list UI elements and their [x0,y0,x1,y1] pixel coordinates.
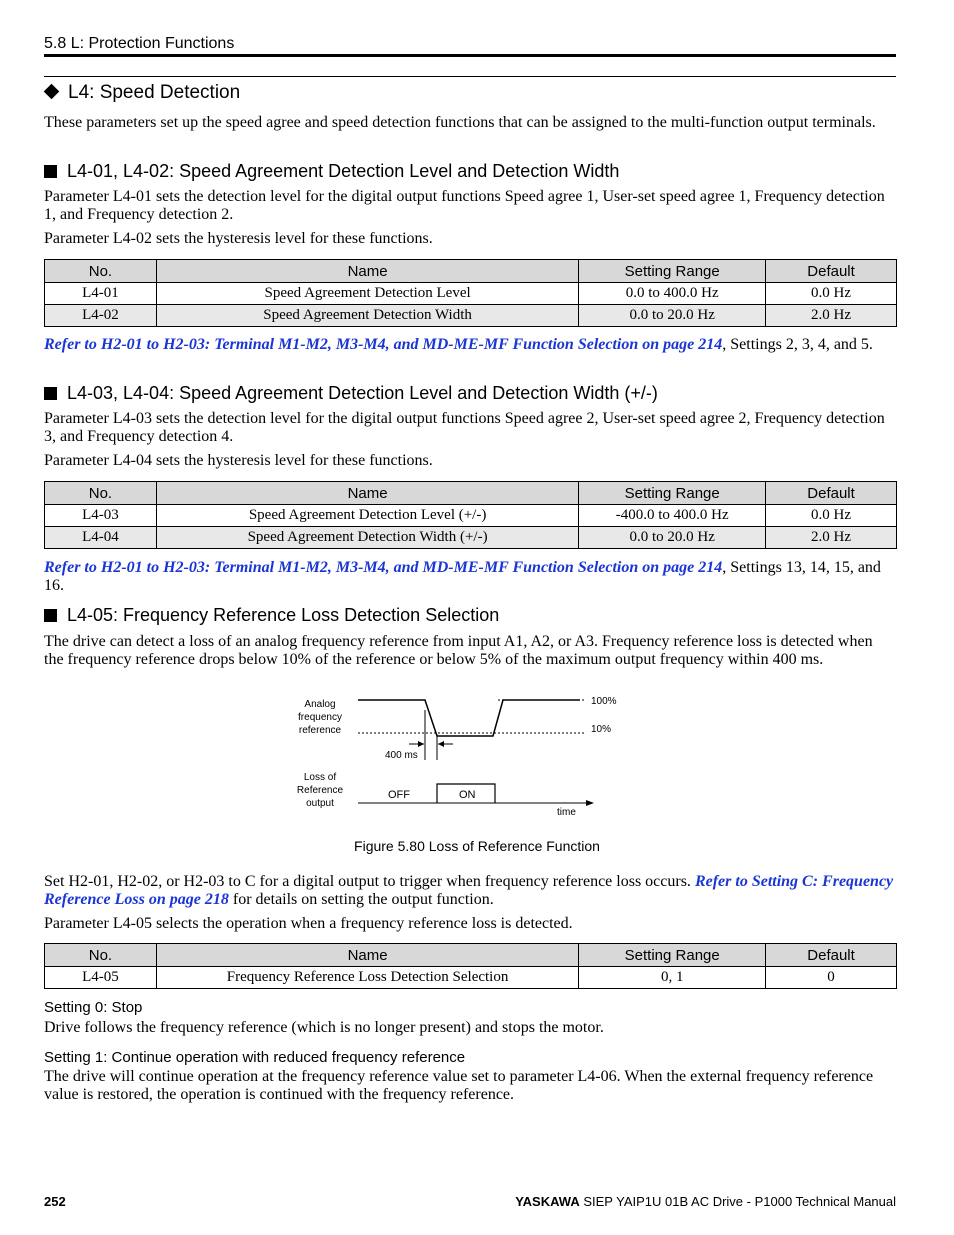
table-row [45,505,897,527]
cell-no: L4-04 [45,527,157,549]
cell-no: L4-01 [45,283,157,305]
square-bullet-icon [44,165,57,178]
cell-name: Speed Agreement Detection Width (+/-) [156,527,578,549]
label-loss-1: Loss of [303,772,337,783]
table-row [45,283,897,305]
section-title-text: L4: Speed Detection [68,82,241,103]
parameter-table-l4-03 [44,481,897,549]
cell-default: 0.0 Hz [766,505,897,527]
parameter-table-l4-01 [44,259,897,327]
table-row [45,967,897,989]
cell-range: 0.0 to 20.0 Hz [579,527,766,549]
table-row [45,527,897,549]
col-header-range: Setting Range [579,944,766,967]
loss-of-reference-diagram [280,690,640,822]
cell-name: Speed Agreement Detection Width [156,305,578,327]
paragraph: Parameter L4-02 sets the hysteresis level for these functions. [44,230,433,247]
cell-name: Speed Agreement Detection Level [156,283,578,305]
label-100-pct: 100% [591,696,617,707]
subsection-title-text: L4-05: Frequency Reference Loss Detection Selection [67,605,500,625]
diamond-bullet-icon [44,84,60,100]
cell-range: 0.0 to 20.0 Hz [579,305,766,327]
text-run: for details on setting the output function. [228,891,494,908]
label-time: time [557,807,576,818]
arrowhead-left-icon [418,741,424,747]
cell-range: 0, 1 [579,967,766,989]
cell-no: L4-03 [45,505,157,527]
cell-default: 0.0 Hz [766,283,897,305]
label-loss-2: Reference [296,785,344,796]
cell-no: L4-05 [45,967,157,989]
setting-1-title: Setting 1: Continue operation with reduced frequency reference [44,1049,466,1066]
figure-caption: Figure 5.80 Loss of Reference Function [354,838,600,854]
cell-name: Speed Agreement Detection Level (+/-) [156,505,578,527]
paragraph: The drive can detect a loss of an analog frequency reference from input A1, A2, or A3. Frequency reference loss is detected when the frequency reference drops below 10% of the reference or below 5% of the maximum output frequency within 400 ms. [44,633,873,668]
subsection-title-l4-01 [44,161,619,182]
section-intro: These parameters set up the speed agree and speed detection functions that can be assigned to the multi-function output terminals. [44,114,876,131]
cell-range: 0.0 to 400.0 Hz [579,283,766,305]
running-header: 5.8 L: Protection Functions [44,35,235,52]
reference-trace [358,700,580,736]
col-header-range: Setting Range [579,482,766,505]
section-rule [44,76,896,77]
text-run: Set H2-01, H2-02, or H2-03 to C for a digital output to trigger when frequency reference loss occurs. [44,873,695,890]
col-header-name: Name [156,482,578,505]
paragraph: Parameter L4-03 sets the detection level for the digital output functions Speed agree 2, User-set speed agree 2, Frequency detection 3, and Frequency detection 4. [44,410,885,445]
cross-reference [44,559,896,595]
arrowhead-right-icon [438,741,444,747]
subsection-title-text: L4-01, L4-02: Speed Agreement Detection Level and Detection Width [67,161,620,181]
brand-name: YASKAWA [515,1194,580,1209]
square-bullet-icon [44,387,57,400]
header-rule [44,54,896,57]
col-header-no: No. [45,260,157,283]
page-number: 252 [44,1194,66,1209]
setting-1-text: The drive will continue operation at the frequency reference value set to parameter L4-06. When the external frequency reference value is restored, the operation is continued with the frequency reference. [44,1068,874,1103]
time-arrow-icon [586,800,594,806]
reference-link[interactable]: Refer to H2-01 to H2-03: Terminal M1-M2, M3-M4, and MD-ME-MF Function Selection on page 214 [44,559,723,576]
table-row [45,305,897,327]
col-header-no: No. [45,482,157,505]
col-header-name: Name [156,260,578,283]
paragraph: Parameter L4-01 sets the detection level for the digital output functions Speed agree 1, User-set speed agree 1, Frequency detection 1, and Frequency detection 2. [44,188,885,223]
label-on: ON [459,789,476,801]
label-analog-3: reference [298,725,342,736]
paragraph [44,873,896,909]
paragraph: Parameter L4-05 selects the operation when a frequency reference loss is detected. [44,915,573,932]
footer-manual-title [515,1194,896,1209]
label-analog-1: Analog [304,699,336,710]
parameter-table-l4-05 [44,943,897,989]
cell-name: Frequency Reference Loss Detection Selection [156,967,578,989]
reference-link[interactable]: Refer to Setting C: Frequency Reference Loss on page 218 [44,873,894,908]
col-header-default: Default [766,260,897,283]
col-header-default: Default [766,944,897,967]
col-header-range: Setting Range [579,260,766,283]
setting-0-title: Setting 0: Stop [44,999,143,1016]
col-header-no: No. [45,944,157,967]
square-bullet-icon [44,609,57,622]
cross-reference [44,336,896,354]
cell-range: -400.0 to 400.0 Hz [579,505,766,527]
subsection-title-l4-05 [44,605,499,626]
subsection-title-l4-03 [44,383,658,404]
label-10-pct: 10% [591,724,612,735]
label-400ms: 400 ms [385,750,418,761]
cell-default: 2.0 Hz [766,527,897,549]
paragraph: Parameter L4-04 sets the hysteresis level for these functions. [44,452,433,469]
subsection-title-text: L4-03, L4-04: Speed Agreement Detection Level and Detection Width (+/-) [67,383,658,403]
setting-0-text: Drive follows the frequency reference (which is no longer present) and stops the motor. [44,1019,604,1036]
cell-no: L4-02 [45,305,157,327]
label-loss-3: output [306,798,334,809]
cell-default: 0 [766,967,897,989]
label-off: OFF [388,789,410,801]
reference-tail: , Settings 13, 14, 15, and 16. [44,559,881,594]
reference-link[interactable]: Refer to H2-01 to H2-03: Terminal M1-M2, M3-M4, and MD-ME-MF Function Selection on page 214 [44,336,723,353]
manual-name: SIEP YAIP1U 01B AC Drive - P1000 Technical Manual [579,1194,896,1209]
col-header-default: Default [766,482,897,505]
col-header-name: Name [156,944,578,967]
label-analog-2: frequency [298,712,342,723]
section-title [44,82,240,104]
cell-default: 2.0 Hz [766,305,897,327]
reference-tail: , Settings 2, 3, 4, and 5. [722,336,873,353]
